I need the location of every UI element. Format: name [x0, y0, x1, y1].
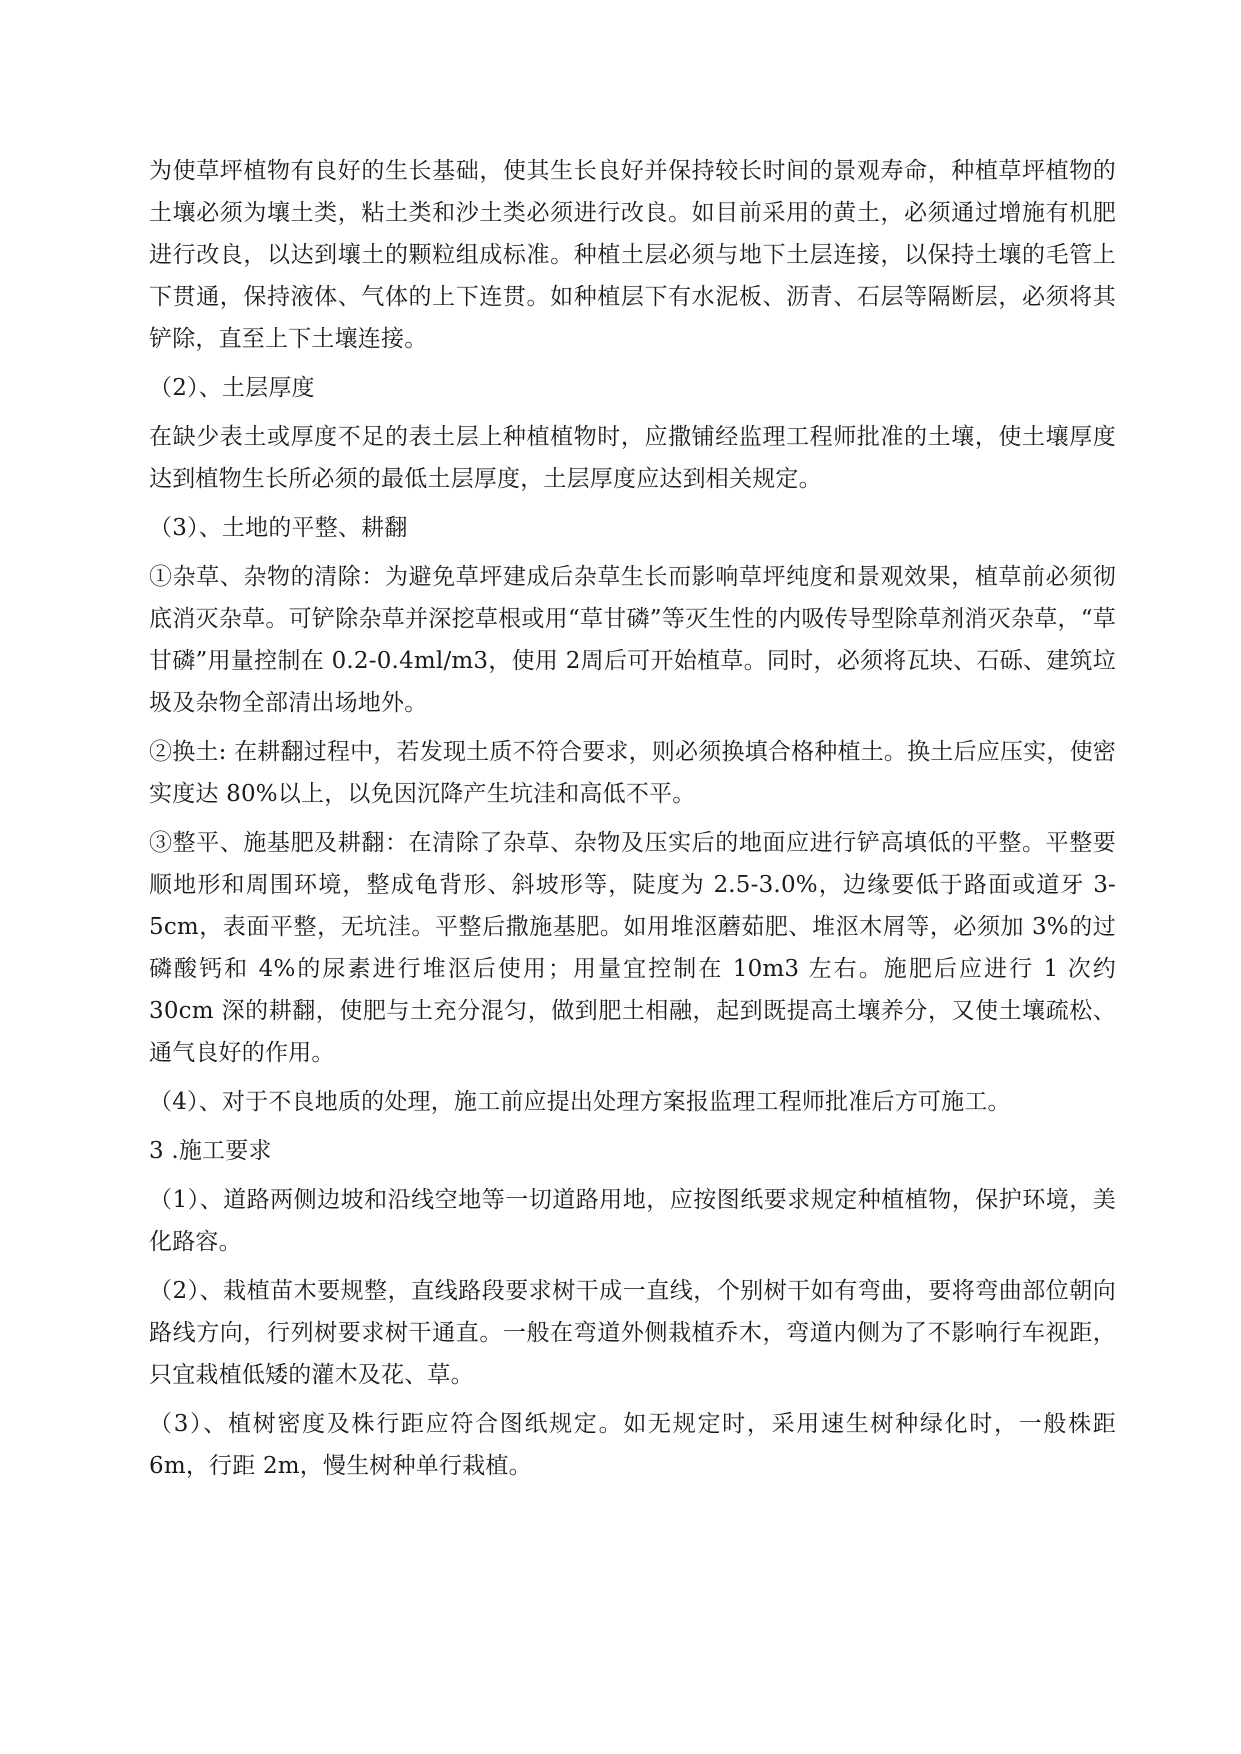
paragraph-leveling-fertilizing: ③整平、施基肥及耕翻：在清除了杂草、杂物及压实后的地面应进行铲高填低的平整。平整要顺地形和周围环境，整成龟背形、斜坡形等，陡度为 2.5-3.0%，边缘要低于路面或道牙 3-5cm，表面平整，无坑洼。平整后撒施基肥。如用堆沤蘑茹肥、堆沤木屑等，必须加 3%的过磷酸钙和 4%的尿素进行堆沤后使用；用量宜控制在 10m3 左右。施肥后应进行 1 次约 30cm 深的耕翻，使肥与土充分混匀，做到肥土相融，起到既提高土壤养分，又使土壤疏松、通气良好的作用。 [149, 830, 1116, 1066]
paragraph-roadside-planting: （1）、道路两侧边坡和沿线空地等一切道路用地，应按图纸要求规定种植植物，保护环境，美化路容。 [149, 1187, 1116, 1255]
heading-land-leveling: （3）、土地的平整、耕翻 [149, 515, 408, 541]
paragraph-soil-thickness: 在缺少表土或厚度不足的表土层上种植植物时，应撒铺经监理工程师批准的土壤，使土壤厚度达到植物生长所必须的最低土层厚度，土层厚度应达到相关规定。 [149, 424, 1116, 492]
paragraph-weed-removal: ①杂草、杂物的清除：为避免草坪建成后杂草生长而影响草坪纯度和景观效果，植草前必须彻底消灭杂草。可铲除杂草并深挖草根或用“草甘磷”等灭生性的内吸传导型除草剂消灭杂草，“草甘磷”用量控制在 0.2-0.4ml/m3，使用 2周后可开始植草。同时，必须将瓦块、石砾、建筑垃圾及杂物全部清出场地外。 [149, 564, 1116, 716]
heading-soil-thickness: （2）、土层厚度 [149, 375, 315, 401]
document-body [149, 150, 1116, 1494]
heading-construction-requirements: 3 .施工要求 [149, 1138, 272, 1164]
paragraph-soil-improvement: 为使草坪植物有良好的生长基础，使其生长良好并保持较长时间的景观寿命，种植草坪植物的土壤必须为壤土类，粘土类和沙土类必须进行改良。如目前采用的黄土，必须通过增施有机肥进行改良，以达到壤土的颗粒组成标准。种植土层必须与地下土层连接，以保持土壤的毛管上下贯通，保持液体、气体的上下连贯。如种植层下有水泥板、沥青、石层等隔断层，必须将其铲除，直至上下土壤连接。 [149, 158, 1116, 352]
paragraph-soil-replacement: ②换土: 在耕翻过程中，若发现土质不符合要求，则必须换填合格种植土。换土后应压实，使密实度达 80%以上，以免因沉降产生坑洼和高低不平。 [149, 739, 1116, 807]
paragraph-planting-density: （3）、植树密度及株行距应符合图纸规定。如无规定时，采用速生树种绿化时，一般株距 6m，行距 2m，慢生树种单行栽植。 [149, 1411, 1116, 1479]
paragraph-poor-geology: （4）、对于不良地质的处理，施工前应提出处理方案报监理工程师批准后方可施工。 [149, 1089, 1011, 1115]
paragraph-seedling-alignment: （2）、栽植苗木要规整，直线路段要求树干成一直线，个别树干如有弯曲，要将弯曲部位朝向路线方向，行列树要求树干通直。一般在弯道外侧栽植乔木，弯道内侧为了不影响行车视距，只宜栽植低矮的灌木及花、草。 [149, 1278, 1116, 1388]
